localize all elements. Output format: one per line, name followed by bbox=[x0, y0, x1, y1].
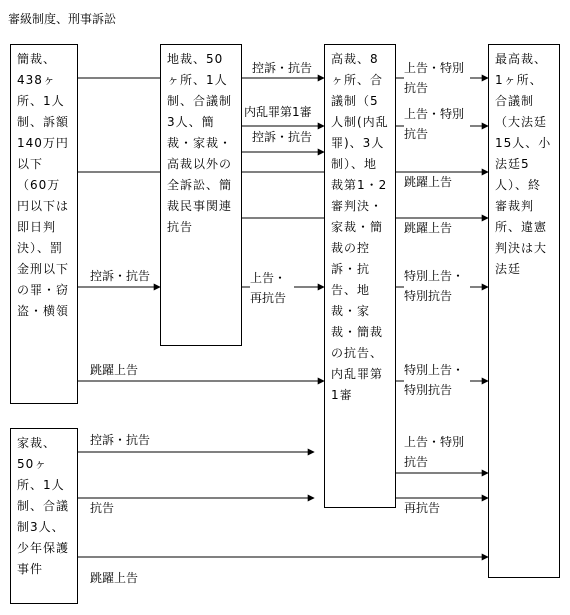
summary-court-text: 簡裁、438ヶ所、1人制、訴額140万円以下（60万円以下は即日判決）、罰金刑以下の罪・窃盗・横領 bbox=[17, 52, 70, 318]
edge-label-high-supreme-2: 上告・特別抗告 bbox=[404, 104, 470, 144]
edge-label-high-supreme-8: 再抗告 bbox=[404, 501, 441, 515]
district-court-box bbox=[160, 44, 242, 346]
diagram-title: 審級制度、刑事訴訟 bbox=[8, 12, 117, 26]
edge-label-high-supreme-5: 特別上告・特別抗告 bbox=[404, 266, 470, 306]
edge-label-high-supreme-7: 上告・特別抗告 bbox=[404, 432, 470, 472]
edge-label-district-high-2: 控訴・抗告 bbox=[252, 130, 313, 144]
edge-label-family-high-2: 抗告 bbox=[90, 501, 115, 515]
edge-label-high-supreme-1: 上告・特別抗告 bbox=[404, 58, 470, 98]
family-court-box bbox=[10, 428, 78, 604]
supreme-court-box bbox=[488, 44, 560, 578]
edge-label-family-high-1: 控訴・抗告 bbox=[90, 433, 151, 447]
district-court-text: 地裁、50ヶ所、1人制、合議制3人、簡裁・家裁・高裁以外の全訴訟、簡裁民事関連抗告 bbox=[167, 52, 233, 234]
edge-label-district-high-3: 上告・再抗告 bbox=[250, 268, 294, 308]
edge-label-family-jump: 跳躍上告 bbox=[90, 571, 139, 585]
edge-label-high-supreme-4: 跳躍上告 bbox=[404, 221, 453, 235]
edge-label-district-high-1: 控訴・抗告 bbox=[252, 61, 313, 75]
summary-court-box bbox=[10, 44, 78, 404]
edge-label-high-supreme-6: 特別上告・特別抗告 bbox=[404, 360, 470, 400]
edge-label-high-supreme-3: 跳躍上告 bbox=[404, 175, 453, 189]
edge-label-summary-district: 控訴・抗告 bbox=[90, 269, 151, 283]
high-court-text: 高裁、8ヶ所、合議制（5人制(内乱罪)、3人制）、地裁第1・2審判決・家裁・簡裁の控訴・抗告、地裁・家裁・簡裁の抗告、内乱罪第1審 bbox=[331, 52, 389, 402]
supreme-court-text: 最高裁、1ヶ所、合議制（大法廷15人、小法廷5人）、終審裁判所、違憲判決は大法廷 bbox=[495, 52, 552, 276]
high-court-box bbox=[324, 44, 396, 508]
family-court-text: 家裁、50ヶ所、1人制、合議制3人、少年保護事件 bbox=[17, 436, 70, 576]
edge-label-summary-jump: 跳躍上告 bbox=[90, 363, 139, 377]
edge-label-insurrection: 内乱罪第1審 bbox=[244, 104, 324, 120]
